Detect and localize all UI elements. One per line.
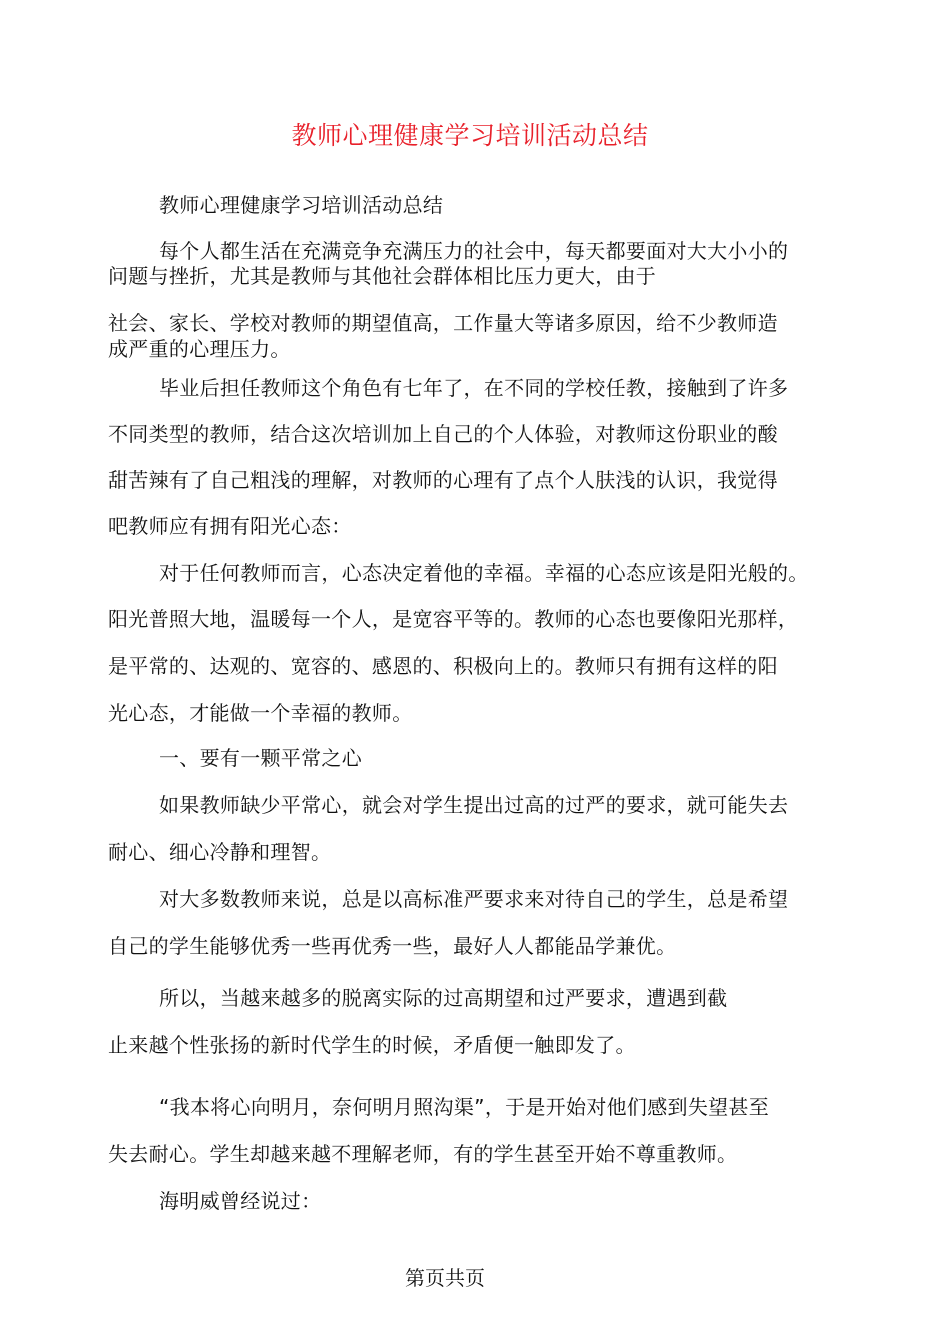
text-line: 自己的学生能够优秀一些再优秀一些，最好人人都能品学兼优。 (108, 934, 677, 958)
text-line: 阳光普照大地，温暖每一个人，是宽容平等的。教师的心态也要像阳光那样， (108, 607, 799, 631)
text-line: 光心态，才能做一个幸福的教师。 (108, 701, 413, 725)
text-line: 吧教师应有拥有阳光心态： (108, 514, 352, 538)
text-line: 问题与挫折，尤其是教师与其他社会群体相比压力更大，由于 (108, 264, 657, 288)
text-line: 对于任何教师而言，心态决定着他的幸福。幸福的心态应该是阳光般的。 (159, 561, 809, 585)
text-line: 如果教师缺少平常心，就会对学生提出过高的过严的要求，就可能失去 (159, 793, 789, 817)
text-line: 是平常的、达观的、宽容的、感恩的、积极向上的。教师只有拥有这样的阳 (108, 654, 778, 678)
text-line: 毕业后担任教师这个角色有七年了，在不同的学校任教，接触到了许多 (159, 376, 789, 400)
text-line: 教师心理健康学习培训活动总结 (159, 193, 444, 217)
text-line: 成严重的心理压力。 (108, 337, 291, 361)
text-line: 耐心、细心冷静和理智。 (108, 840, 332, 864)
text-line: 失去耐心。学生却越来越不理解老师，有的学生甚至开始不尊重教师。 (108, 1142, 738, 1166)
page-footer: 第页共页 (405, 1266, 485, 1290)
section-heading: 一、要有一颗平常之心 (159, 746, 362, 770)
document-title: 教师心理健康学习培训活动总结 (291, 121, 649, 150)
text-line: 每个人都生活在充满竞争充满压力的社会中，每天都要面对大大小小的 (159, 239, 789, 263)
text-line: 对大多数教师来说，总是以高标准严要求来对待自己的学生，总是希望 (159, 887, 789, 911)
text-line: 所以，当越来越多的脱离实际的过高期望和过严要求，遭遇到截 (159, 986, 728, 1010)
text-line: 甜苦辣有了自己粗浅的理解，对教师的心理有了点个人肤浅的认识，我觉得 (108, 468, 778, 492)
text-line: 社会、家长、学校对教师的期望值高，工作量大等诸多原因，给不少教师造 (108, 311, 778, 335)
text-line: 止来越个性张扬的新时代学生的时候，矛盾便一触即发了。 (108, 1033, 636, 1057)
text-line: 海明威曾经说过： (159, 1189, 322, 1213)
text-line: 不同类型的教师，结合这次培训加上自己的个人体验，对教师这份职业的酸 (108, 422, 778, 446)
text-line: “我本将心向明月，奈何明月照沟渠”，于是开始对他们感到失望甚至 (159, 1095, 770, 1119)
